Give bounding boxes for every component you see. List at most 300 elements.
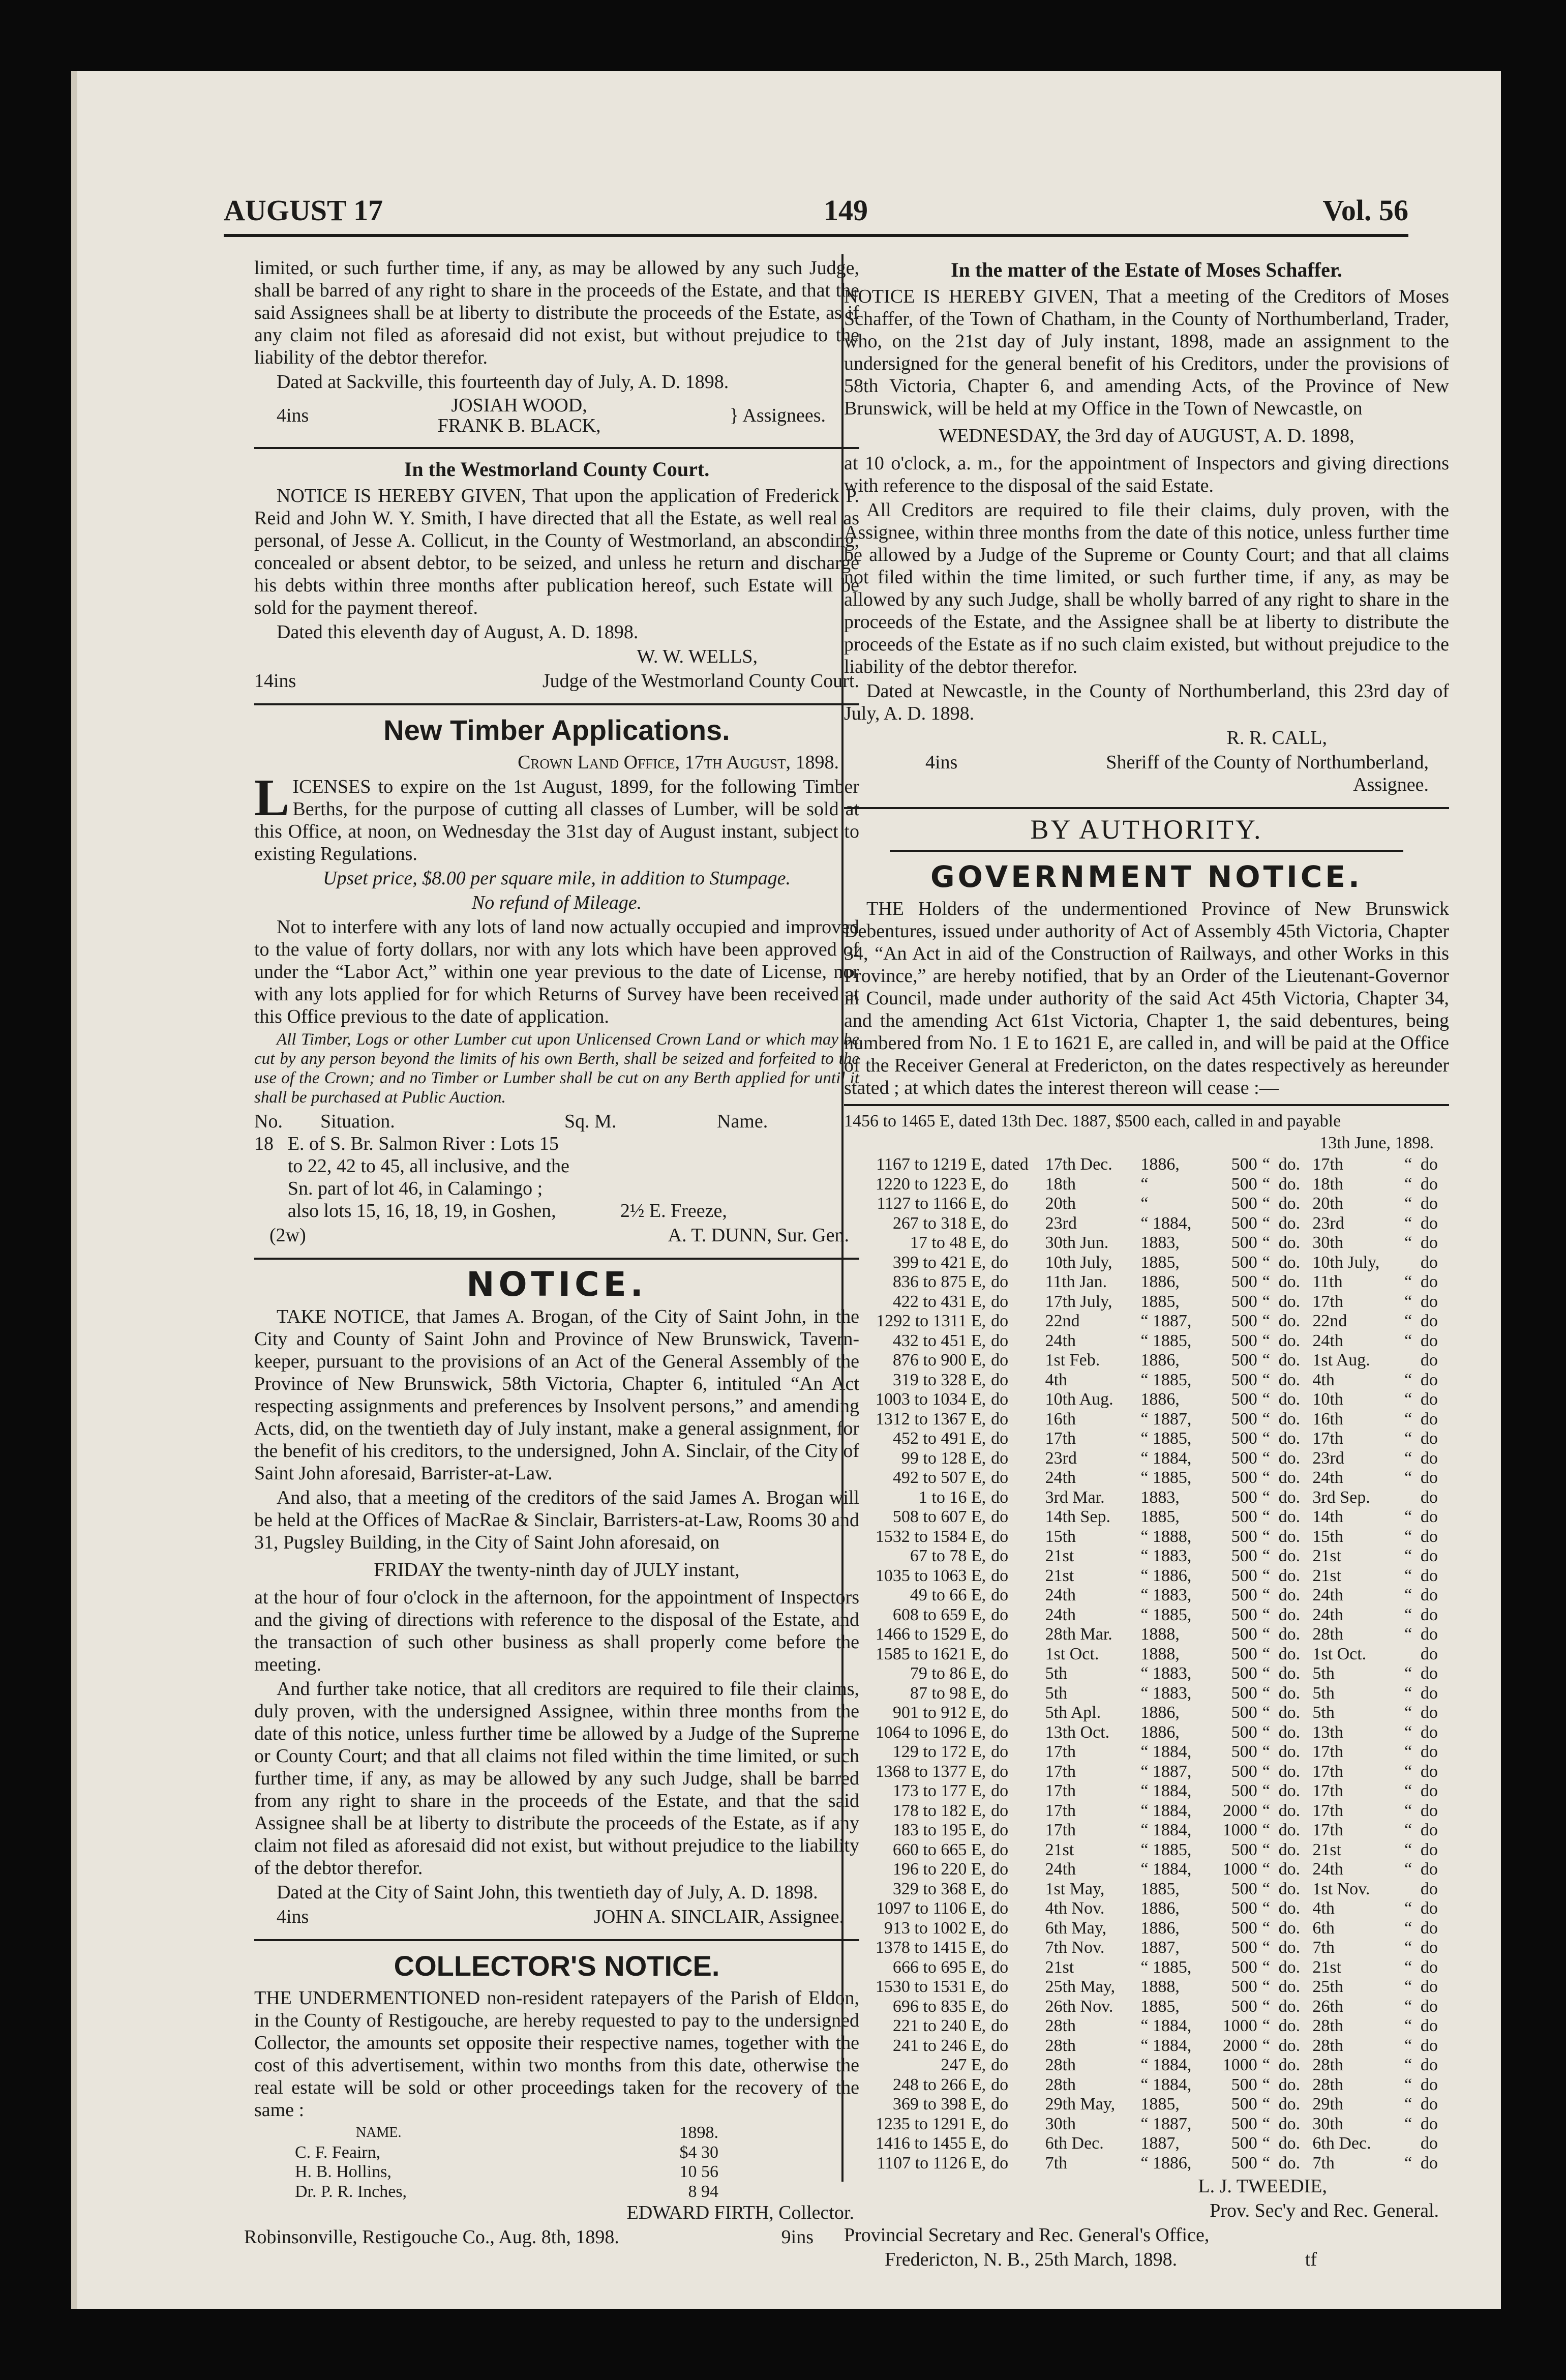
debenture-cell: 4th <box>1312 1899 1335 1918</box>
debenture-cell: do <box>1420 1625 1438 1644</box>
divider <box>254 447 859 449</box>
debenture-cell: do <box>991 1762 1009 1781</box>
debenture-cell <box>1404 1645 1421 1664</box>
ratepayer-name: Dr. P. R. Inches, <box>295 2182 407 2201</box>
debenture-cell: dated <box>991 1155 1029 1174</box>
debenture-cell: 18th <box>1312 1174 1343 1194</box>
debenture-cell: “ <box>1262 1586 1270 1604</box>
debenture-cell: “ <box>1404 2036 1412 2055</box>
debenture-cell: do <box>991 1331 1009 1350</box>
debenture-cell: do <box>991 2016 1009 2035</box>
debenture-cell: do <box>1420 1253 1438 1272</box>
debenture-cell: 1000 <box>1222 2056 1257 2074</box>
debenture-cell: 500 <box>1231 1586 1257 1604</box>
debenture-cell: do <box>1420 2075 1438 2094</box>
table-header <box>295 2123 718 2143</box>
government-footer <box>844 2248 1449 2271</box>
debenture-cell: 319 to 328 E, <box>892 1370 986 1389</box>
debenture-cell: 21st <box>1312 1546 1342 1565</box>
debenture-cell: do. <box>1278 2095 1301 2114</box>
continuation-text: limited, or such further time, if any, as may be allowed by any such Judge, shall be barred of any right to share in the proceeds of the Estate, and that the said Assignees shall be at liberty to distribute the proceeds of the Estate, as if any claim not filed as aforesaid did not exist, but without prejudice to the liability of the debtor therefor. <box>254 257 859 368</box>
schaffer-footer <box>844 751 1449 774</box>
debenture-cell: do <box>1420 1997 1438 2016</box>
debenture-cell: do <box>991 1781 1009 1800</box>
debenture-cell: 30th <box>1045 2114 1076 2133</box>
debenture-cell: 500 <box>1231 1781 1257 1800</box>
debenture-cell: 1292 to 1311 E, <box>876 1312 986 1330</box>
debenture-cell: “ 1884, <box>1140 1213 1192 1233</box>
debenture-cell: 17th <box>1312 1742 1343 1761</box>
timber-row <box>254 1133 859 1222</box>
debenture-cell: 1 to 16 E, <box>918 1488 986 1507</box>
table-row <box>844 1781 1449 1801</box>
debenture-cell: 28th <box>1045 2056 1076 2074</box>
debenture-cell: 500 <box>1231 1644 1257 1663</box>
debenture-cell: do <box>991 1625 1009 1644</box>
debenture-cell: do <box>1420 2016 1438 2035</box>
debenture-cell: do <box>1420 1272 1438 1291</box>
debenture-cell: 267 to 318 E, <box>892 1213 986 1233</box>
debenture-cell: do. <box>1278 2075 1301 2094</box>
debenture-cell: 500 <box>1231 2114 1257 2133</box>
table-row <box>844 1214 1449 1234</box>
debenture-cell: “ <box>1404 1997 1412 2016</box>
debenture-cell: 21st <box>1312 1957 1342 1977</box>
debenture-cell: do <box>1420 2036 1438 2055</box>
debenture-cell: “ 1884, <box>1140 2016 1192 2035</box>
debenture-cell: 666 to 695 E, <box>892 1957 986 1977</box>
debenture-cell: 21st <box>1312 1566 1342 1585</box>
debenture-cell: do. <box>1278 1762 1301 1781</box>
debenture-cell: do. <box>1278 1860 1301 1879</box>
debenture-cell: “ 1885, <box>1140 1957 1192 1977</box>
debenture-cell: do <box>991 1507 1009 1526</box>
debenture-cell: 173 to 177 E, <box>892 1781 986 1800</box>
debenture-cell: do. <box>1278 1233 1301 1252</box>
debenture-cell: 660 to 665 E, <box>892 1840 986 1859</box>
debenture-cell: “ <box>1262 2056 1270 2074</box>
debenture-cell: 17th <box>1045 1781 1076 1800</box>
debenture-cell: do. <box>1278 1213 1301 1233</box>
westmorland-heading: In the Westmorland County Court. <box>404 458 710 481</box>
debenture-cell: 1885, <box>1140 2095 1180 2114</box>
debenture-cell: 1466 to 1529 E, <box>875 1625 986 1644</box>
debenture-cell: “ <box>1262 1977 1270 1996</box>
table-row <box>844 1664 1449 1684</box>
debenture-cell: 500 <box>1231 1155 1257 1174</box>
debenture-cell: “ <box>1404 1957 1412 1977</box>
ins-marker: 4ins <box>277 405 309 426</box>
debenture-cell: “ <box>1262 1605 1270 1624</box>
debenture-table <box>844 1155 1449 2173</box>
debenture-cell: do. <box>1278 1957 1301 1977</box>
debenture-cell: do <box>1420 1899 1438 1918</box>
notice-paragraph: And also, that a meeting of the creditors of the said James A. Brogan will be held at the Offices of MacRae & Sinclair, Barristers-at-Law, Rooms 30 and 31, Pugsley Building, in the City of Saint John aforesaid, on <box>254 1487 859 1553</box>
debenture-cell <box>1404 1253 1421 1273</box>
debenture-cell: 241 to 246 E, <box>892 2036 986 2055</box>
debenture-cell: “ <box>1404 2114 1412 2133</box>
debenture-cell: 79 to 86 E, <box>910 1664 986 1683</box>
debenture-cell: 17th <box>1045 1821 1076 1839</box>
table-row <box>844 1292 1449 1312</box>
surveyor-signature: A. T. DUNN, Sur. Gen. <box>668 1225 849 1246</box>
debenture-cell: do <box>991 1664 1009 1683</box>
notice-footer <box>254 1906 859 1928</box>
debenture-cell: 500 <box>1231 1390 1257 1409</box>
debenture-cell: 500 <box>1231 1840 1257 1859</box>
debenture-cell: do. <box>1278 2114 1301 2133</box>
debenture-cell: “ <box>1262 1390 1270 1409</box>
debenture-cell: 30th Jun. <box>1045 1233 1109 1252</box>
debenture-cell: do <box>991 1174 1009 1194</box>
debenture-cell: do. <box>1278 1703 1301 1722</box>
col-situation: Situation. <box>320 1111 395 1132</box>
table-row <box>844 1507 1449 1527</box>
debenture-cell: do <box>991 1742 1009 1761</box>
debenture-cell: do <box>1420 1507 1438 1526</box>
debenture-cell: “ <box>1404 1174 1412 1194</box>
government-title: Prov. Sec'y and Rec. General. <box>1210 2200 1439 2221</box>
notice-dated: Dated at the City of Saint John, this twentieth day of July, A. D. 1898. <box>277 1882 818 1903</box>
debenture-cell: “ <box>1404 1155 1412 1174</box>
debenture-cell: 608 to 659 E, <box>892 1605 986 1624</box>
debenture-cell: “ <box>1404 1448 1412 1468</box>
debenture-cell: 1127 to 1166 E, <box>877 1194 986 1213</box>
debenture-cell: “ <box>1262 1174 1270 1194</box>
schaffer-paragraph: NOTICE IS HEREBY GIVEN, That a meeting of the Creditors of Moses Schaffer, of the Town of Chatham, in the County of Northumberland, Trader, who, on the 21st day of July instant, 1898, made an assignment to the undersigned for the general benefit of his Creditors, under the provisions of 58th Victoria, Chapter 6, and amending Acts, of the Province of New Brunswick, will be held at my Office in the Town of Newcastle, on <box>844 286 1449 419</box>
debenture-cell: 500 <box>1231 1194 1257 1213</box>
table-row <box>844 1762 1449 1782</box>
debenture-cell: 23rd <box>1312 1213 1344 1233</box>
sheriff-title: Sheriff of the County of Northumberland, <box>1106 752 1429 773</box>
debenture-cell: “ 1888, <box>1140 1527 1192 1546</box>
debenture-cell: 183 to 195 E, <box>892 1821 986 1839</box>
table-row <box>844 1155 1449 1175</box>
debenture-cell: 14th Sep. <box>1045 1507 1111 1526</box>
debenture-cell: do <box>1420 1351 1438 1370</box>
debenture-cell: do. <box>1278 1409 1301 1429</box>
debenture-cell: 432 to 451 E, <box>892 1331 986 1350</box>
debenture-cell: do <box>991 1605 1009 1624</box>
debenture-cell: “ <box>1404 1801 1412 1820</box>
debenture-cell: 28th <box>1045 2016 1076 2035</box>
timber-table-header <box>254 1110 859 1133</box>
debenture-cell: 15th <box>1312 1527 1343 1546</box>
debenture-cell: “ <box>1262 2075 1270 2094</box>
debenture-cell: “ <box>1404 1409 1412 1429</box>
debenture-cell: “ <box>1262 2114 1270 2133</box>
debenture-cell: “ <box>1262 1821 1270 1839</box>
debenture-cell: “ <box>1262 1664 1270 1683</box>
table-row <box>844 1742 1449 1762</box>
debenture-cell: 30th <box>1312 2114 1343 2133</box>
debenture-cell: do <box>991 1938 1009 1957</box>
schaffer-signature: R. R. CALL, <box>1226 727 1327 749</box>
debenture-cell <box>1404 1351 1421 1371</box>
debenture-cell: do. <box>1278 1272 1301 1291</box>
debenture-cell: “ <box>1262 1625 1270 1644</box>
debenture-cell: 1885, <box>1140 1507 1180 1526</box>
debenture-cell: 17th July, <box>1045 1292 1112 1311</box>
table-row <box>844 1272 1449 1292</box>
timber-office-line: Crown Land Office, 17th August, 1898. <box>518 752 839 773</box>
debenture-cell: do <box>991 1918 1009 1938</box>
debenture-cell: 26th <box>1312 1997 1343 2016</box>
debenture-cell: do <box>1420 1312 1438 1330</box>
header-date: AUGUST 17 <box>224 194 383 227</box>
debenture-cell: do. <box>1278 1468 1301 1487</box>
debenture-cell: 7th <box>1312 2153 1335 2173</box>
timber-refund: No refund of Mileage. <box>471 892 642 913</box>
debenture-cell: “ <box>1404 1664 1412 1683</box>
debenture-cell: “ 1883, <box>1140 1546 1192 1565</box>
debenture-cell: 21st <box>1045 1546 1074 1565</box>
timber-warning: All Timber, Logs or other Lumber cut upon Unlicensed Crown Land or which may be cut by any person beyond the limits of his own Berth, shall be seized and forfeited to the use of the Crown; and no Timber or Lumber shall be cut on any Berth applied for until it shall be purchased at Public Auction. <box>254 1030 859 1107</box>
debenture-cell: do <box>1420 1213 1438 1233</box>
debenture-cell: “ <box>1262 1312 1270 1330</box>
debenture-cell: “ <box>1404 1683 1412 1703</box>
table-row <box>844 1586 1449 1605</box>
government-signature: L. J. TWEEDIE, <box>1198 2176 1327 2197</box>
debenture-cell: 10th July, <box>1045 1253 1112 1272</box>
debenture-cell: do <box>1420 1683 1438 1703</box>
page-header <box>224 193 1408 237</box>
debenture-cell: “ <box>1404 1742 1412 1761</box>
debenture-cell: do. <box>1278 1527 1301 1546</box>
debenture-cell: do <box>1420 1605 1438 1624</box>
debenture-cell: 1886, <box>1140 1722 1180 1742</box>
debenture-cell: 369 to 398 E, <box>892 2095 986 2114</box>
government-place: Fredericton, N. B., 25th March, 1898. <box>885 2249 1178 2270</box>
debenture-cell: do <box>1420 1527 1438 1546</box>
ins-marker: 14ins <box>254 670 296 692</box>
debenture-cell: do. <box>1278 1155 1301 1174</box>
debenture-cell: 22nd <box>1312 1312 1347 1330</box>
debenture-cell: do <box>991 1488 1009 1507</box>
table-row <box>844 1331 1449 1351</box>
debenture-cell: 2000 <box>1222 2036 1257 2055</box>
debenture-cell: “ <box>1404 1605 1412 1624</box>
debenture-cell: “ <box>1404 1272 1412 1291</box>
debenture-cell: 500 <box>1231 1879 1257 1898</box>
debenture-cell: “ 1885, <box>1140 1370 1192 1389</box>
debenture-cell: 247 E, <box>941 2056 986 2074</box>
debenture-cell: do <box>1420 1488 1438 1507</box>
notice-paragraph: And further take notice, that all creditors are required to file their claims, duly proven, with the undersigned Assignee, within three months from the date of this notice, unless further time be allowed by a Judge of the Supreme or County Court; and that all claims not filed within the time limited, or such further time, if any, as may be allowed by any such Judge, shall be barred from any right to share in the proceeds of the Estate, and that the said Assignee shall be at liberty to distribute the proceeds of the Estate, as if any claim not filed as aforesaid did not exist, but without prejudice to the liability of the debtor therefor. <box>254 1678 859 1879</box>
debenture-cell: “ <box>1262 1762 1270 1781</box>
collector-body: THE UNDERMENTIONED non-resident ratepayers of the Parish of Eldon, in the County of Restigouche, are hereby requested to pay to the undersigned Collector, the amounts set opposite their respective names, together with the cost of this advertisement, within two months from this date, otherwise the real estate will be sold or other proceedings taken for the recovery of the same : <box>254 1987 859 2121</box>
debenture-cell: do <box>1420 1918 1438 1938</box>
debenture-cell: 5th <box>1045 1683 1068 1703</box>
debenture-cell: 1167 to 1219 E, <box>876 1155 986 1174</box>
debenture-cell: “ <box>1262 1292 1270 1311</box>
debenture-cell: 221 to 240 E, <box>892 2016 986 2035</box>
debenture-cell: “ <box>1262 1351 1270 1370</box>
berth-situation: E. of S. Br. Salmon River : Lots 15 to 22, 42 to 45, all inclusive, and the Sn. part of lot 46, in Calamingo ; also lots 15, 16, 18, 19, in Goshen, <box>287 1133 569 1222</box>
timber-body-text: ICENSES to expire on the 1st August, 1899, for the following Timber Berths, for the purpose of cutting all classes of Lumber, will be sold at this Office, at noon, on Wednesday the 31st day of August instant, subject to existing Regulations. <box>254 776 859 865</box>
debenture-cell: 1585 to 1621 E, <box>875 1644 986 1663</box>
debenture-cell: 21st <box>1045 1957 1074 1977</box>
debenture-cell: 17th <box>1045 1762 1076 1781</box>
debenture-cell: do <box>991 1977 1009 1996</box>
debenture-cell: “ <box>1404 2153 1412 2173</box>
debenture-cell: 25th <box>1312 1977 1343 1996</box>
debenture-cell: do <box>1420 1762 1438 1781</box>
debenture-cell: 500 <box>1231 1605 1257 1624</box>
debenture-cell: do. <box>1278 1997 1301 2016</box>
debenture-cell: 11th Jan. <box>1045 1272 1107 1291</box>
debenture-cell: “ 1884, <box>1140 1801 1192 1820</box>
debenture-cell: “ <box>1404 1781 1412 1800</box>
debenture-cell: do. <box>1278 1664 1301 1683</box>
debenture-cell: 500 <box>1231 1253 1257 1272</box>
debenture-cell: “ 1884, <box>1140 2036 1192 2055</box>
debenture-cell: “ <box>1262 1860 1270 1879</box>
debenture-cell: do. <box>1278 1507 1301 1526</box>
debenture-cell: 1st Oct. <box>1312 1644 1367 1663</box>
debenture-cell: do <box>991 2036 1009 2055</box>
debenture-cell: “ <box>1404 1860 1412 1879</box>
debenture-cell: 24th <box>1045 1586 1076 1604</box>
debenture-cell: do <box>1420 2153 1438 2173</box>
debenture-cell: 24th <box>1045 1468 1076 1487</box>
debenture-cell: 17th <box>1312 1801 1343 1820</box>
notice-paragraph: TAKE NOTICE, that James A. Brogan, of the City of Saint John, in the City and County of Saint John and Province of New Brunswick, Tavern-keeper, pursuant to the provisions of an Act of the General Assembly of the Province of New Brunswick, 58th Victoria, Chapter 6, intituled “An Act respecting assignments and preferences by Insolvent persons,” and amending Acts, did, on the twentieth day of July instant, make a general assignment, for the benefit of his creditors, to the undersigned, John A. Sinclair, of the City of Saint John aforesaid, Barrister-at-Law. <box>254 1306 859 1484</box>
debenture-cell: “ <box>1404 1213 1412 1233</box>
debenture-cell: 1220 to 1223 E, <box>875 1174 986 1194</box>
debenture-cell: do <box>991 1703 1009 1722</box>
col-sqm: Sq. M. <box>564 1111 617 1132</box>
debenture-cell: do <box>991 1213 1009 1233</box>
debenture-cell: “ 1884, <box>1140 1821 1192 1839</box>
debenture-cell: “ <box>1262 1253 1270 1272</box>
timber-upset-price: Upset price, $8.00 per square mile, in addition to Stumpage. <box>323 868 791 889</box>
government-notice-body: THE Holders of the undermentioned Province of New Brunswick Debentures, issued under authority of Act of Assembly 45th Victoria, Chapter 34, “An Act in aid of the Construction of Railways, and other Works in this Province,” are hereby notified, that by an Order of the Lieutenant-Governor in Council, made under authority of the said Act 45th Victoria, Chapter 34, and the amending Act 61st Victoria, Chapter 1, the said debentures, being numbered from No. 1 E to 1621 E, are called in, and will be paid at the Office of the Receiver General at Fredericton, on the dates respectively as hereunder stated ; at which dates the interest thereon will cease :— <box>844 898 1449 1098</box>
debenture-cell: 500 <box>1231 1488 1257 1507</box>
debenture-cell: do <box>991 1722 1009 1742</box>
debenture-cell: “ <box>1262 1155 1270 1174</box>
debenture-cell: do <box>991 1566 1009 1585</box>
table-row <box>844 1351 1449 1371</box>
debenture-cell: 500 <box>1231 1351 1257 1370</box>
debenture-cell: “ <box>1262 1507 1270 1526</box>
debenture-cell: do <box>1420 1155 1438 1174</box>
debenture-cell: “ <box>1262 1546 1270 1565</box>
debenture-cell: do <box>991 1292 1009 1311</box>
debenture-cell: 3rd Sep. <box>1312 1488 1370 1507</box>
debenture-cell: do <box>1420 1879 1438 1898</box>
debenture-cell: “ <box>1262 1938 1270 1957</box>
debenture-cell: “ <box>1404 1586 1412 1604</box>
debenture-cell: 10th <box>1312 1390 1343 1409</box>
table-row <box>844 1253 1449 1273</box>
debenture-cell: “ <box>1262 1997 1270 2016</box>
debenture-cell: “ <box>1262 1429 1270 1448</box>
debenture-cell: 15th <box>1045 1527 1076 1546</box>
judge-title: Judge of the Westmorland County Court. <box>542 670 859 692</box>
debenture-cell: 24th <box>1045 1605 1076 1624</box>
debenture-cell: 1883, <box>1140 1488 1180 1507</box>
debenture-cell: do <box>991 1821 1009 1839</box>
debenture-cell: do <box>1420 1821 1438 1839</box>
debenture-cell: do <box>1420 1429 1438 1448</box>
debenture-cell: “ 1886, <box>1140 1566 1192 1585</box>
debenture-cell: do <box>1420 1194 1438 1213</box>
debenture-cell: do <box>1420 1781 1438 1800</box>
table-row <box>844 1429 1449 1449</box>
debenture-cell: 500 <box>1231 1918 1257 1938</box>
debenture-cell: “ 1884, <box>1140 2056 1192 2074</box>
debenture-cell: 28th <box>1045 2075 1076 2094</box>
debenture-cell: 1235 to 1291 E, <box>875 2114 986 2133</box>
debenture-cell: 500 <box>1231 1899 1257 1918</box>
debenture-cell: 6th Dec. <box>1312 2134 1371 2153</box>
debenture-cell: 20th <box>1312 1194 1343 1213</box>
debenture-cell: “ <box>1262 1272 1270 1291</box>
debenture-cell: “ 1886, <box>1140 2153 1192 2173</box>
debenture-cell: 500 <box>1231 1213 1257 1233</box>
table-row <box>844 1977 1449 1997</box>
table-row <box>295 2182 718 2202</box>
table-row <box>844 2056 1449 2075</box>
debenture-cell: 500 <box>1231 1546 1257 1565</box>
debenture-cell: do. <box>1278 1586 1301 1604</box>
debenture-cell: do. <box>1278 1801 1301 1820</box>
debenture-cell: 23rd <box>1312 1448 1344 1468</box>
debenture-cell: 17th <box>1045 1742 1076 1761</box>
government-office: Provincial Secretary and Rec. General's Office, <box>844 2224 1210 2246</box>
debenture-cell: “ <box>1262 1331 1270 1350</box>
debenture-cell: “ 1883, <box>1140 1683 1192 1703</box>
debenture-cell: “ 1885, <box>1140 1331 1192 1350</box>
debenture-cell: do <box>1420 1938 1438 1957</box>
debenture-cell: “ <box>1404 2056 1412 2074</box>
left-column <box>244 257 859 2248</box>
debenture-cell: 500 <box>1231 1507 1257 1526</box>
debenture-cell: “ <box>1404 1331 1412 1350</box>
debenture-cell: “ <box>1404 1194 1412 1213</box>
debenture-cell: “ <box>1404 1527 1412 1546</box>
debenture-cell: “ <box>1262 1644 1270 1663</box>
col-name: Name. <box>717 1111 768 1132</box>
table-row <box>844 1390 1449 1410</box>
debenture-cell: “ <box>1404 1292 1412 1311</box>
debenture-cell: do <box>991 1840 1009 1859</box>
debenture-cell: do. <box>1278 2016 1301 2035</box>
debenture-cell: do <box>991 2075 1009 2094</box>
debenture-cell: “ 1884, <box>1140 1781 1192 1800</box>
westmorland-signature: W. W. WELLS, <box>637 646 758 667</box>
debenture-cell: do. <box>1278 2153 1301 2173</box>
westmorland-dated: Dated this eleventh day of August, A. D. 1898. <box>277 621 639 643</box>
debenture-cell: do <box>991 2056 1009 2074</box>
debenture-cell: “ <box>1140 1174 1149 1194</box>
table-row <box>295 2162 718 2182</box>
debenture-cell: do. <box>1278 1312 1301 1330</box>
debenture-cell: 876 to 900 E, <box>892 1351 986 1370</box>
schaffer-heading: In the matter of the Estate of Moses Schaffer. <box>951 258 1342 281</box>
debenture-cell: 1st Nov. <box>1312 1879 1370 1898</box>
debenture-cell: 1886, <box>1140 1351 1180 1370</box>
table-row <box>844 1703 1449 1723</box>
table-row <box>844 2016 1449 2036</box>
debenture-cell: 7th <box>1312 1938 1335 1957</box>
debenture-cell: 1035 to 1063 E, <box>875 1566 986 1585</box>
debenture-cell: 28th Mar. <box>1045 1625 1112 1644</box>
debenture-cell: “ 1887, <box>1140 1762 1192 1781</box>
debenture-cell: do. <box>1278 1253 1301 1272</box>
debenture-cell: 23rd <box>1045 1448 1077 1468</box>
